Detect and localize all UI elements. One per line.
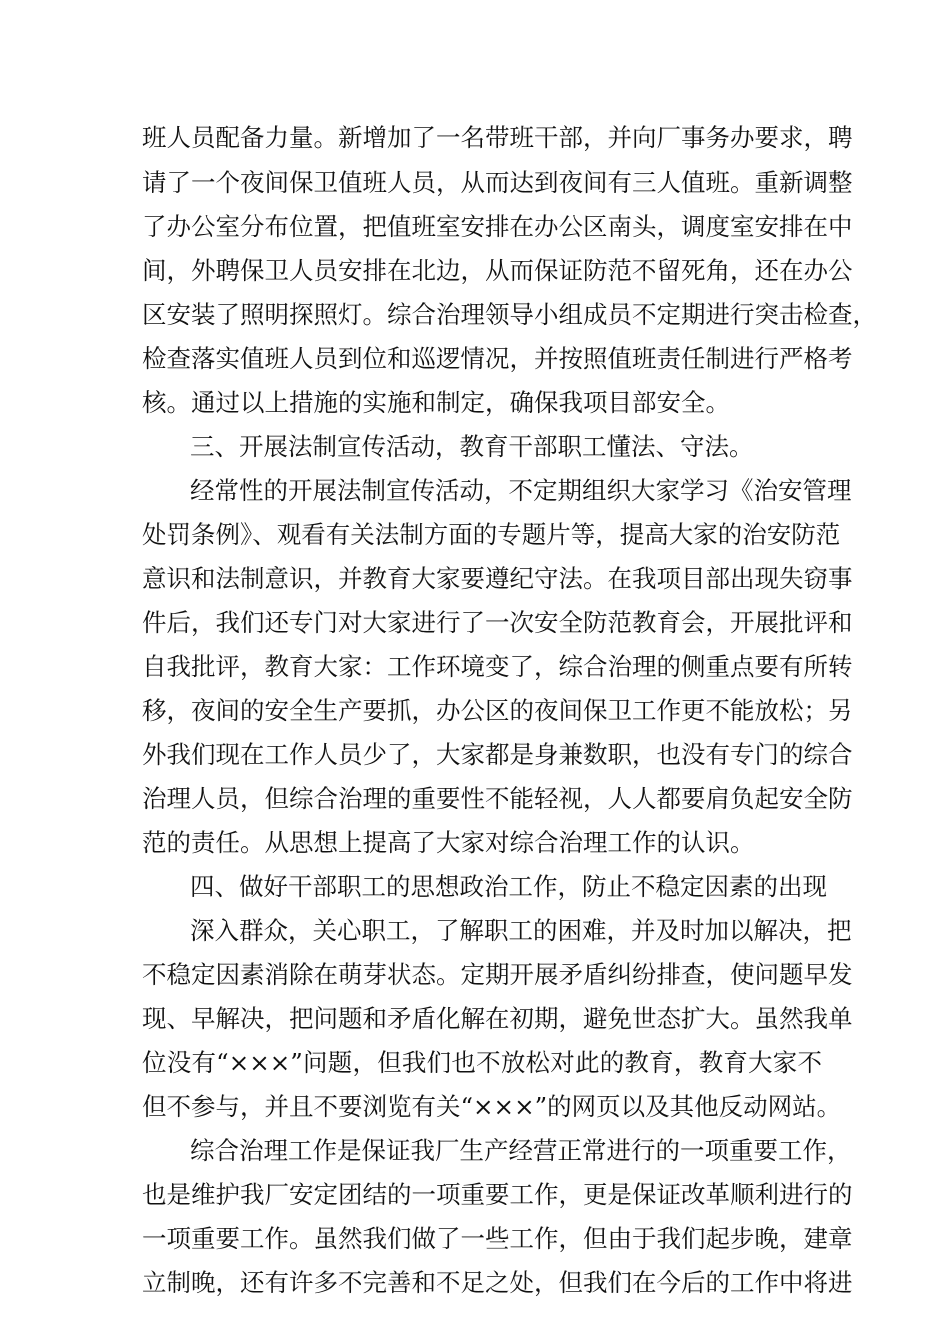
- text-line: 外我们现在工作人员少了，大家都是身兼数职，也没有专门的综合: [142, 740, 853, 769]
- section-heading: 三、开展法制宣传活动，教育干部职工懂法、守法。: [190, 432, 754, 461]
- text-line: 综合治理工作是保证我厂生产经营正常进行的一项重要工作，: [190, 1136, 852, 1165]
- text-line: 检查落实值班人员到位和巡逻情况，并按照值班责任制进行严格考: [142, 344, 853, 373]
- text-line: 核。通过以上措施的实施和制定，确保我项目部安全。: [142, 388, 730, 417]
- section-heading: 四、做好干部职工的思想政治工作，防止不稳定因素的出现: [190, 872, 827, 901]
- text-line: 不稳定因素消除在萌芽状态。定期开展矛盾纠纷排查，使问题早发: [142, 960, 853, 989]
- text-line: 也是维护我厂安定团结的一项重要工作，更是保证改革顺利进行的: [142, 1180, 853, 1209]
- text-line: 一项重要工作。虽然我们做了一些工作，但由于我们起步晚，建章: [142, 1224, 853, 1253]
- text-line: 深入群众，关心职工，了解职工的困难，并及时加以解决，把: [190, 916, 852, 945]
- text-line: 治理人员，但综合治理的重要性不能轻视，人人都要肩负起安全防: [142, 784, 853, 813]
- text-line: 处罚条例》、观看有关法制方面的专题片等，提高大家的治安防范: [142, 520, 841, 549]
- text-line: 自我批评，教育大家：工作环境变了，综合治理的侧重点要有所转: [142, 652, 853, 681]
- text-line: 现、早解决，把问题和矛盾化解在初期，避免世态扩大。虽然我单: [142, 1004, 853, 1033]
- text-line: 了办公室分布位置，把值班室安排在办公区南头，调度室安排在中: [142, 212, 853, 241]
- text-line: 间，外聘保卫人员安排在北边，从而保证防范不留死角，还在办公: [142, 256, 853, 285]
- text-line: 班人员配备力量。新增加了一名带班干部，并向厂事务办要求，聘: [142, 123, 853, 152]
- text-line: 位没有“×××”问题，但我们也不放松对此的教育，教育大家不: [142, 1048, 822, 1077]
- text-line: 但不参与，并且不要浏览有关“×××”的网页以及其他反动网站。: [142, 1092, 842, 1121]
- text-line: 区安装了照明探照灯。综合治理领导小组成员不定期进行突击检查，: [142, 300, 877, 329]
- text-line: 意识和法制意识，并教育大家要遵纪守法。在我项目部出现失窃事: [142, 564, 853, 593]
- text-line: 范的责任。从思想上提高了大家对综合治理工作的认识。: [142, 828, 755, 857]
- text-line: 请了一个夜间保卫值班人员，从而达到夜间有三人值班。重新调整: [142, 168, 853, 197]
- text-line: 经常性的开展法制宣传活动，不定期组织大家学习《治安管理: [190, 476, 852, 505]
- text-line: 立制晚，还有许多不完善和不足之处，但我们在今后的工作中将进: [142, 1268, 853, 1297]
- text-line: 件后，我们还专门对大家进行了一次安全防范教育会，开展批评和: [142, 608, 853, 637]
- text-line: 移，夜间的安全生产要抓，办公区的夜间保卫工作更不能放松；另: [142, 696, 853, 725]
